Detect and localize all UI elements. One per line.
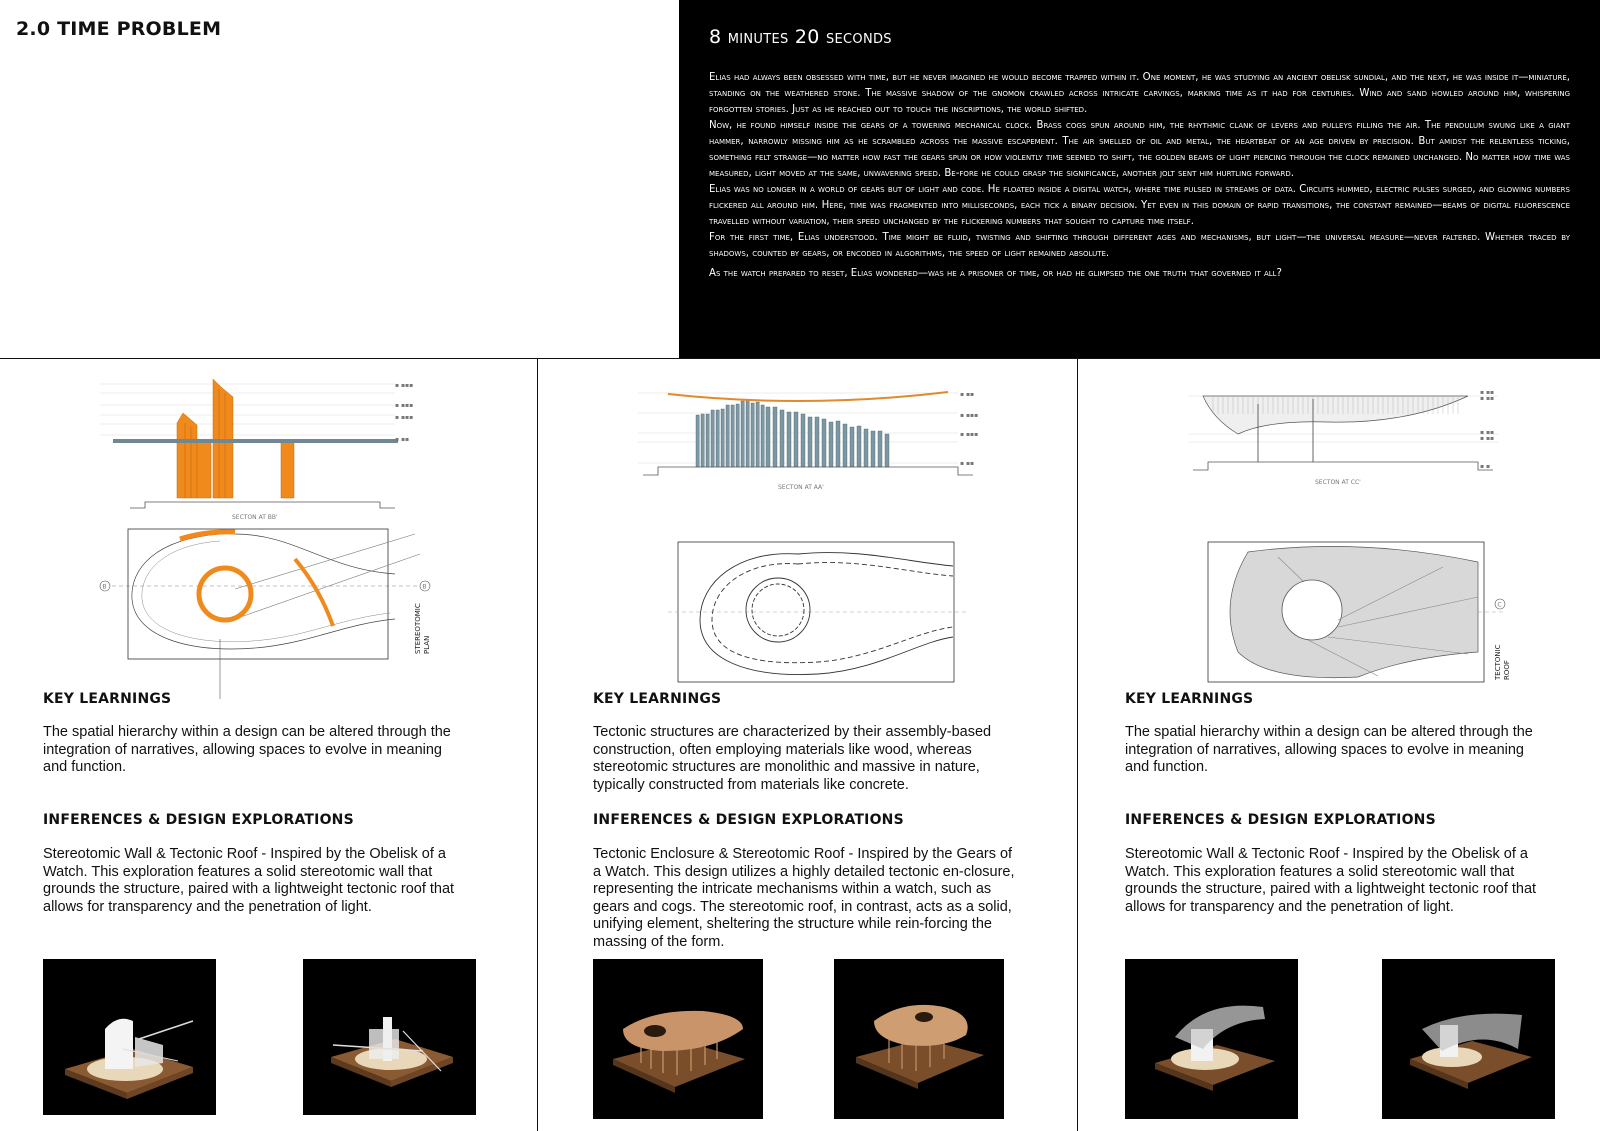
column-obelisk-roof	[1078, 359, 1600, 1131]
louvre-fin	[746, 400, 749, 467]
plan-drawing-stereotomic	[95, 529, 435, 709]
section-label: SECTON AT BB'	[232, 514, 278, 521]
louvre-fin	[885, 434, 889, 467]
louvre-fin	[829, 422, 833, 467]
plan-label: TECTONIC	[1494, 644, 1502, 680]
model-photo	[1125, 959, 1298, 1119]
louvre-fin	[721, 409, 724, 467]
louvre-fin	[864, 429, 868, 467]
section-drawing-aa	[638, 387, 988, 497]
model-photo	[43, 959, 216, 1115]
louvre-fin	[726, 405, 729, 467]
louvre-fin	[780, 410, 784, 467]
louvre-fin	[761, 405, 764, 467]
louvre-fin	[736, 404, 739, 467]
louvre-fin	[711, 410, 714, 467]
louvre-fin	[716, 410, 719, 467]
key-learnings-text: The spatial hierarchy within a design can be altered through the integration of narratives, allowing spaces to evolve in meaning and function.	[43, 724, 451, 776]
louvre-fin	[857, 426, 861, 467]
page-title: 2.0 TIME PROBLEM	[16, 18, 222, 40]
story-paragraph: Elias was no longer in a world of gears but of light and code. He floated inside a digital watch, where time pulsed in streams of data. Circuits hummed, electric pulses surged, and glowing numbers flickered all around him. Here, time was fragmented into milliseconds, each tick a binary decision. Yet even in this domain of rapid transitions, the constant remained—beams of digital fluorescence travelled without variation, their speed unchanged by the flickering numbers that sought to capture time itself.	[709, 184, 1570, 227]
story-text	[709, 70, 1570, 282]
svg-text:B: B	[102, 583, 107, 591]
key-learnings-text: Tectonic structures are characterized by their assembly-based construction, often employing materials like wood, whereas stereotomic structures are monolithic and massive in nature, typically constructed from materials like concrete.	[593, 724, 992, 793]
svg-text:▪ ▪▪▪: ▪ ▪▪▪	[960, 431, 979, 438]
model-photo	[1382, 959, 1555, 1119]
section-drawing-cc	[1188, 384, 1528, 494]
svg-text:▪ ▪▪▪: ▪ ▪▪▪	[395, 402, 414, 409]
inferences-text: Tectonic Enclosure & Stereotomic Roof - Inspired by the Gears of a Watch. This design utilizes a highly detailed tectonic en-closure, representing the intricate mechanisms within a watch, such as gears and cogs. The stereotomic roof, in contrast, acts as a solid, unifying element, sheltering the structure while rein-forcing the massing of the form.	[593, 846, 1015, 950]
svg-text:▪ ▪▪▪: ▪ ▪▪▪	[395, 414, 414, 421]
inferences-heading: INFERENCES & DESIGN EXPLORATIONS	[593, 812, 904, 828]
svg-text:▪ ▪▪: ▪ ▪▪	[1480, 395, 1495, 402]
svg-text:▪ ▪▪: ▪ ▪▪	[1480, 389, 1495, 396]
inferences-text: Stereotomic Wall & Tectonic Roof - Inspired by the Obelisk of a Watch. This exploration features a solid stereotomic wall that grounds the structure, paired with a lightweight tectonic roof that allows for transparency and the penetration of light.	[43, 846, 455, 915]
section-label: SECTON AT CC'	[1315, 479, 1361, 486]
svg-text:▪ ▪▪: ▪ ▪▪	[395, 436, 410, 443]
svg-text:▪ ▪: ▪ ▪	[1480, 463, 1491, 470]
plan-marker: C	[1497, 601, 1502, 609]
plan-label: STEREOTOMIC	[414, 603, 422, 654]
story-paragraph: Elias had always been obsessed with time, but he never imagined he would become trapped within it. One moment, he was studying an ancient obelisk sundial, and the next, he was inside it—miniature, standing on the weathered stone. The massive shadow of the gnomon crawled across intricate carvings, marking time as it had for centuries. Wind and sand howled around him, whispering forgotten stories. Just as he reached out to touch the inscriptions, the world shifted.	[709, 72, 1570, 115]
key-learnings-heading: KEY LEARNINGS	[593, 691, 722, 707]
story-paragraph: Now, he found himself inside the gears of a towering mechanical clock. Brass cogs spun around him, the rhythmic clank of levers and pulleys filling the air. The pendulum swung like a giant hammer, narrowly missing him as he scrambled across the massive escapement. The air smelled of oil and metal, the heartbeat of an age driven by precision. But amidst the relentless ticking, something felt strange—no matter how fast the gears spun or how violently time seemed to shift, the golden beams of light piercing through the clock remained unchanged. No matter how time was measured, light moved at the same, unwavering speed. Be-fore he could grasp the significance, another jolt sent him hurtling forward.	[709, 120, 1570, 179]
louvre-fin	[801, 414, 805, 467]
louvre-fin	[766, 407, 770, 467]
svg-text:ROOF: ROOF	[1503, 660, 1511, 680]
column-gears	[538, 359, 1077, 1131]
louvre-fin	[794, 412, 798, 467]
model-photo	[593, 959, 763, 1119]
section-drawing-bb	[95, 379, 425, 524]
model-photo	[303, 959, 476, 1115]
louvre-fin	[741, 401, 744, 467]
inferences-heading: INFERENCES & DESIGN EXPLORATIONS	[43, 812, 354, 828]
louvre-fin	[871, 431, 875, 467]
inferences-text: Stereotomic Wall & Tectonic Roof - Inspired by the Obelisk of a Watch. This exploration features a solid stereotomic wall that grounds the structure, paired with a lightweight tectonic roof that allows for transparency and the penetration of light.	[1125, 846, 1537, 915]
section-label: SECTON AT AA'	[778, 484, 824, 491]
louvre-fin	[878, 431, 882, 467]
column-obelisk	[0, 359, 537, 1131]
louvre-fin	[706, 414, 709, 467]
svg-text:PLAN: PLAN	[423, 635, 431, 654]
story-heading: 8 minutes 20 seconds	[709, 26, 892, 48]
louvre-fin	[843, 424, 847, 467]
key-learnings-text: The spatial hierarchy within a design can be altered through the integration of narratives, allowing spaces to evolve in meaning and function.	[1125, 724, 1533, 776]
plan-drawing-gears	[678, 542, 968, 687]
louvre-fin	[756, 402, 759, 467]
svg-text:▪ ▪▪: ▪ ▪▪	[1480, 429, 1495, 436]
louvre-fin	[822, 419, 826, 467]
louvre-fin	[751, 403, 754, 467]
story-paragraph: As the watch prepared to reset, Elias wondered—was he a prisoner of time, or had he glimpsed the one truth that governed it all?	[709, 268, 1282, 279]
key-learnings-heading: KEY LEARNINGS	[43, 691, 172, 707]
svg-text:▪ ▪▪▪: ▪ ▪▪▪	[960, 412, 979, 419]
svg-text:▪ ▪▪▪: ▪ ▪▪▪	[395, 382, 414, 389]
louvre-fin	[787, 412, 791, 467]
svg-text:▪ ▪▪: ▪ ▪▪	[1480, 435, 1495, 442]
key-learnings-heading: KEY LEARNINGS	[1125, 691, 1254, 707]
louvre-fin	[701, 414, 704, 467]
svg-text:▪ ▪▪: ▪ ▪▪	[960, 460, 975, 467]
inferences-heading: INFERENCES & DESIGN EXPLORATIONS	[1125, 812, 1436, 828]
louvre-fin	[731, 405, 734, 467]
louvre-fin	[836, 421, 840, 467]
plan-marker: B	[422, 583, 427, 591]
louvre-fin	[815, 417, 819, 467]
plan-drawing-tectonic	[1208, 542, 1511, 687]
louvre-fin	[696, 415, 699, 467]
louvre-fin	[773, 407, 777, 467]
louvre-fin	[808, 417, 812, 467]
model-photo	[834, 959, 1004, 1119]
louvre-fin	[850, 427, 854, 467]
svg-text:▪ ▪▪: ▪ ▪▪	[960, 391, 975, 398]
story-paragraph: For the first time, Elias understood. Time might be fluid, twisting and shifting through different ages and mechanisms, but light—the universal measure—never faltered. Whether traced by shadows, counted by gears, or encoded in algorithms, the speed of light remained absolute.	[709, 232, 1570, 259]
story-panel	[679, 0, 1600, 358]
